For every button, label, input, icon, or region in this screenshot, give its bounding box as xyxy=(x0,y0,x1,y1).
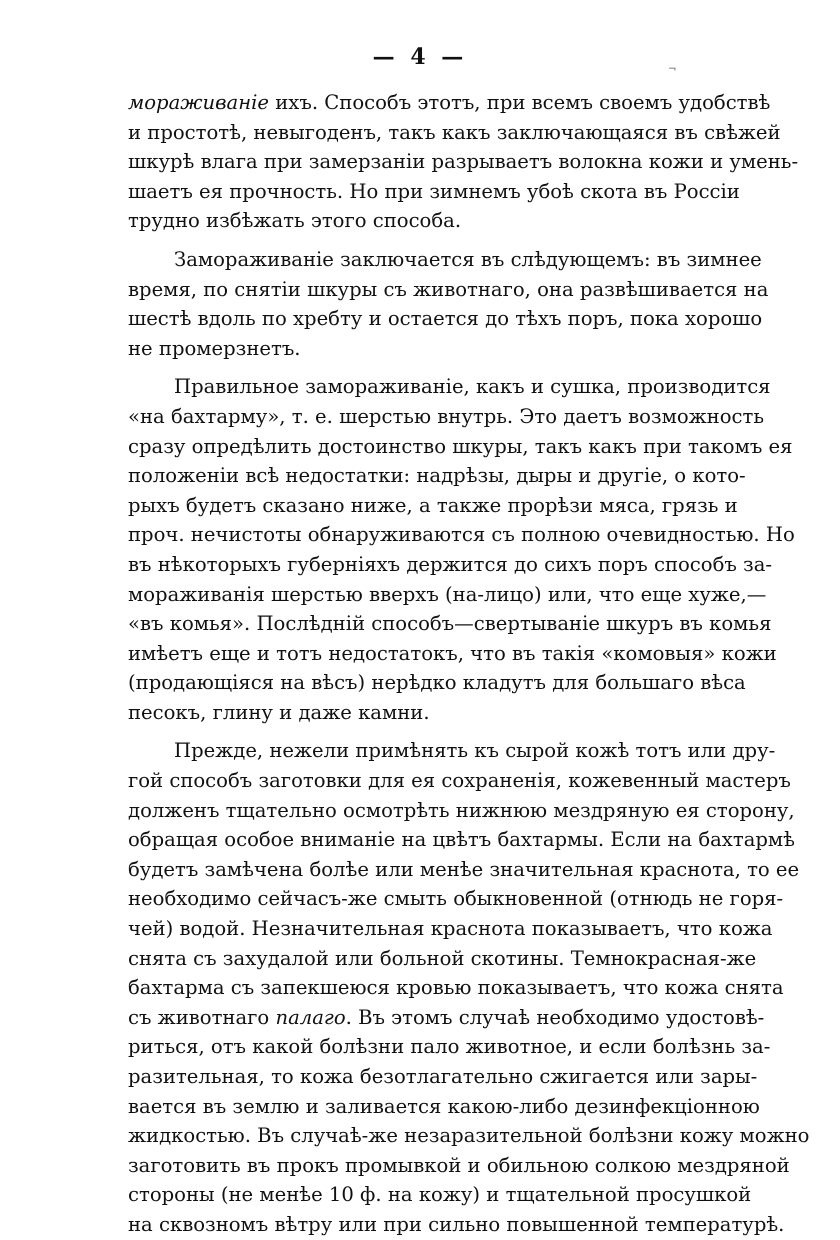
paragraph xyxy=(128,88,799,236)
italic-word: мораживаніе xyxy=(128,91,270,114)
text-line: на сквозномъ вѣтру или при сильно повышенной температурѣ. xyxy=(128,1212,785,1236)
text-line: чей) водой. Незначительная краснота показываетъ, что кожа xyxy=(128,917,773,941)
text-line: и простотѣ, невыгоденъ, такъ какъ заключающаяся въ свѣжей xyxy=(128,120,781,144)
text-line: бахтарма съ запекшеюся кровью показываетъ, что кожа снята xyxy=(128,976,784,1000)
text-line: въ нѣкоторыхъ губерніяхъ держится до сихъ поръ способъ за- xyxy=(128,552,773,576)
text-line: стороны (не менѣе 10 ф. на кожу) и тщательной просушкой xyxy=(128,1183,752,1207)
text-line: (продающіяся на вѣсъ) нерѣдко кладутъ для большаго вѣса xyxy=(128,671,746,695)
text-line: мораживанія шерстью вверхъ (на-лицо) или, что еще хуже,— xyxy=(128,582,767,606)
page-number: — 4 — xyxy=(372,44,468,70)
text-line: риться, отъ какой болѣзни пало животное, и если болѣзнь за- xyxy=(128,1035,771,1059)
text-line: гой способъ заготовки для ея сохраненія, кожевенный мастеръ xyxy=(128,769,791,793)
text-line: обращая особое вниманіе на цвѣтъ бахтармы. Если на бахтармѣ xyxy=(128,828,795,852)
paragraph xyxy=(128,736,810,1239)
body-text xyxy=(128,88,810,1240)
text-line: снята съ захудалой или больной скотины. Темнокрасная-же xyxy=(128,946,757,970)
text-line: шаетъ ея прочность. Но при зимнемъ убоѣ скота въ Россіи xyxy=(128,179,740,203)
text-line: разительная, то кожа безотлагательно сжигается или зары- xyxy=(128,1065,758,1088)
text-line: сразу опредѣлить достоинство шкуры, такъ какъ при такомъ ея xyxy=(128,434,793,458)
paragraph-gap xyxy=(128,363,710,372)
text-line: имѣетъ еще и тотъ недостатокъ, что въ такія «комовыя» кожи xyxy=(128,641,777,665)
paragraph xyxy=(128,372,795,727)
text-line: вается въ землю и заливается какою-либо дезинфекціонною xyxy=(128,1094,760,1118)
text-line: мораживаніе ихъ. Способъ этотъ, при всемъ своемъ удобствѣ xyxy=(128,91,771,114)
italic-word: палаго xyxy=(275,1005,346,1029)
text-line: Правильное замораживаніе, какъ и сушка, производится xyxy=(174,375,771,399)
text-line: положеніи всѣ недостатки: надрѣзы, дыры и другіе, о кото- xyxy=(128,464,746,488)
paragraph xyxy=(128,245,769,363)
text-line: не промерзнетъ. xyxy=(128,336,301,360)
stray-print-mark: ¬ xyxy=(668,64,677,75)
text-line: рыхъ будетъ сказано ниже, а также прорѣзи мяса, грязь и xyxy=(128,493,738,517)
text-line: шестѣ вдоль по хребту и остается до тѣхъ поръ, пока хорошо xyxy=(128,307,763,331)
text-line: песокъ, глину и даже камни. xyxy=(128,700,430,724)
text-line: Прежде, нежели примѣнять къ сырой кожѣ тотъ или дру- xyxy=(174,739,776,763)
text-line: время, по снятіи шкуры съ животнаго, она развѣшивается на xyxy=(128,277,769,301)
text-line: шкурѣ влага при замерзаніи разрываетъ волокна кожи и умень- xyxy=(128,150,799,174)
text-line: съ животнаго палаго. Въ этомъ случаѣ необходимо удостовѣ- xyxy=(128,1005,765,1029)
text-line: трудно избѣжать этого способа. xyxy=(128,209,462,233)
text-line: необходимо сейчасъ-же смыть обыкновенной (отнюдь не горя- xyxy=(128,887,784,911)
text-line: «на бахтарму», т. е. шерстью внутрь. Это даетъ возможность xyxy=(128,404,765,428)
paragraph-gap xyxy=(128,727,710,736)
text-line: будетъ замѣчена болѣе или менѣе значительная краснота, то ее xyxy=(128,857,800,881)
text-line: долженъ тщательно осмотрѣть нижнюю мездряную ея сторону, xyxy=(128,798,795,822)
text-line: жидкостью. Въ случаѣ-же незаразительной болѣзни кожу можно xyxy=(128,1124,810,1148)
paragraph-gap xyxy=(128,236,710,245)
text-line: «въ комья». Послѣдній способъ—свертываніе шкуръ въ комья xyxy=(128,612,772,636)
text-line: проч. нечистоты обнаруживаются съ полною очевидностью. Но xyxy=(128,523,795,547)
text-line: заготовить въ прокъ промывкой и обильною солкою мездряной xyxy=(128,1153,790,1177)
text-line: Замораживаніе заключается въ слѣдующемъ: въ зимнее xyxy=(174,247,762,271)
